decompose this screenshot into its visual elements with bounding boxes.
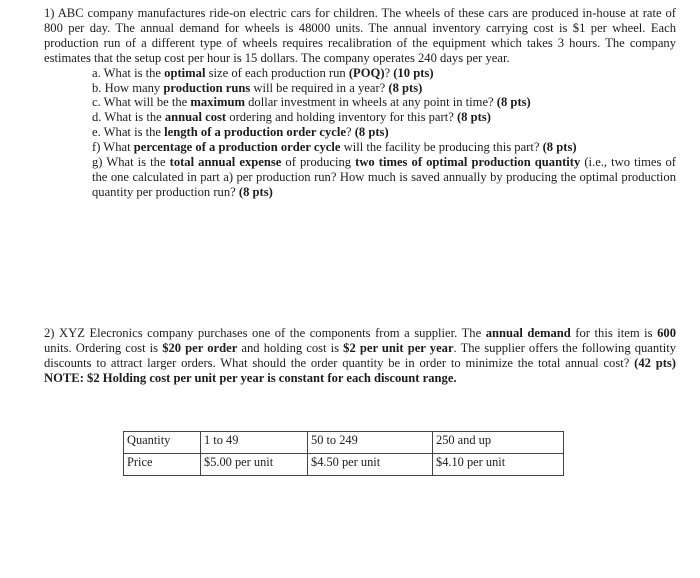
table-cell: 250 and up: [433, 432, 564, 454]
bold-text: total annual expense: [169, 155, 282, 170]
discount-table: [123, 431, 564, 476]
bold-text: (8 pts): [238, 184, 273, 199]
bold-text: (8 pts): [388, 80, 423, 95]
table-cell: $5.00 per unit: [201, 454, 308, 476]
bold-text: $2 per unit per year: [343, 340, 454, 355]
bold-text: length of a production order cycle: [164, 125, 346, 140]
question-1-part-g: [92, 155, 676, 200]
bold-text: (8 pts): [456, 110, 491, 125]
bold-text: optimal: [164, 65, 206, 80]
text-run: b. How many: [92, 80, 164, 95]
question-1-part-f: [92, 140, 676, 155]
bold-text: (POQ): [348, 65, 385, 80]
text-run: 2) XYZ Elecronics company purchases one of the components from a supplier. The: [44, 326, 486, 340]
table-row-price: [124, 454, 564, 476]
text-run: f) What: [92, 140, 134, 155]
question-1-statement: [44, 6, 676, 66]
table-cell: 50 to 249: [308, 432, 433, 454]
text-run: d. What is the: [92, 110, 165, 125]
text-run: 1) ABC company manufactures ride-on electric cars for children. The wheels of these cars are produced in-house at rate of 800 per day. The annual demand for wheels is 48000 units. The annual inventory carrying cost is $1 per wheel. Each production run of a different type of wheels requires recalibration of the equipment which takes 3 hours. The company estimates that the setup cost per hour is 15 dollars. The company operates 240 days per year.: [44, 6, 676, 65]
text-run: c. What will be the: [92, 95, 191, 110]
text-run: will the facility be producing this part?: [340, 140, 543, 155]
text-run: g) What is the: [92, 155, 170, 170]
bold-text: annual cost: [164, 110, 227, 125]
question-2-statement: [44, 326, 676, 386]
text-run: and holding cost is: [237, 340, 344, 355]
text-run: units. Ordering cost is: [44, 340, 163, 355]
bold-text: maximum: [190, 95, 245, 110]
table-cell: $4.10 per unit: [433, 454, 564, 476]
bold-text: production runs: [163, 80, 251, 95]
text-run: (i.e., two times of the one calculated in part a) per production run? How much is saved annually by producing the optimal production quantity per production run?: [92, 155, 676, 199]
question-1-part-c: [92, 95, 676, 110]
text-run: ?: [345, 125, 355, 140]
bold-text: (8 pts): [354, 125, 389, 140]
text-run: size of each production run: [205, 65, 349, 80]
bold-text: 600: [657, 326, 677, 340]
question-2: [44, 326, 676, 386]
bold-text: percentage of a production order cycle: [133, 140, 341, 155]
table-cell: 1 to 49: [201, 432, 308, 454]
text-run: for this item is: [570, 326, 658, 340]
table-row-quantity: [124, 432, 564, 454]
text-run: ordering and holding inventory for this part?: [226, 110, 457, 125]
bold-text: annual demand: [485, 326, 571, 340]
text-run: will be required in a year?: [250, 80, 389, 95]
question-1-part-d: [92, 110, 676, 125]
text-run: of producing: [281, 155, 356, 170]
text-run: e. What is the: [92, 125, 165, 140]
text-run: dollar investment in wheels at any point in time?: [244, 95, 497, 110]
bold-text: $20 per order: [162, 340, 238, 355]
text-run: . The supplier offers the following quantity discounts to attract larger orders. What should the order quantity be in order to minimize the total annual cost?: [44, 340, 676, 370]
bold-text: (42 pts) NOTE: $2 Holding cost per unit per year is constant for each discount range.: [44, 355, 676, 385]
bold-text: two times of optimal production quantity: [355, 155, 581, 170]
question-1: [44, 6, 676, 200]
question-1-part-b: [92, 81, 676, 96]
table-header-cell: Price: [124, 454, 201, 476]
question-1-part-e: [92, 125, 676, 140]
table-header-cell: Quantity: [124, 432, 201, 454]
question-1-part-a: [92, 66, 676, 81]
text-run: a. What is the: [92, 65, 165, 80]
bold-text: (10 pts): [393, 65, 434, 80]
bold-text: (8 pts): [542, 140, 577, 155]
bold-text: (8 pts): [496, 95, 531, 110]
table-cell: $4.50 per unit: [308, 454, 433, 476]
text-run: ?: [384, 65, 394, 80]
question-1-parts: [44, 66, 676, 200]
